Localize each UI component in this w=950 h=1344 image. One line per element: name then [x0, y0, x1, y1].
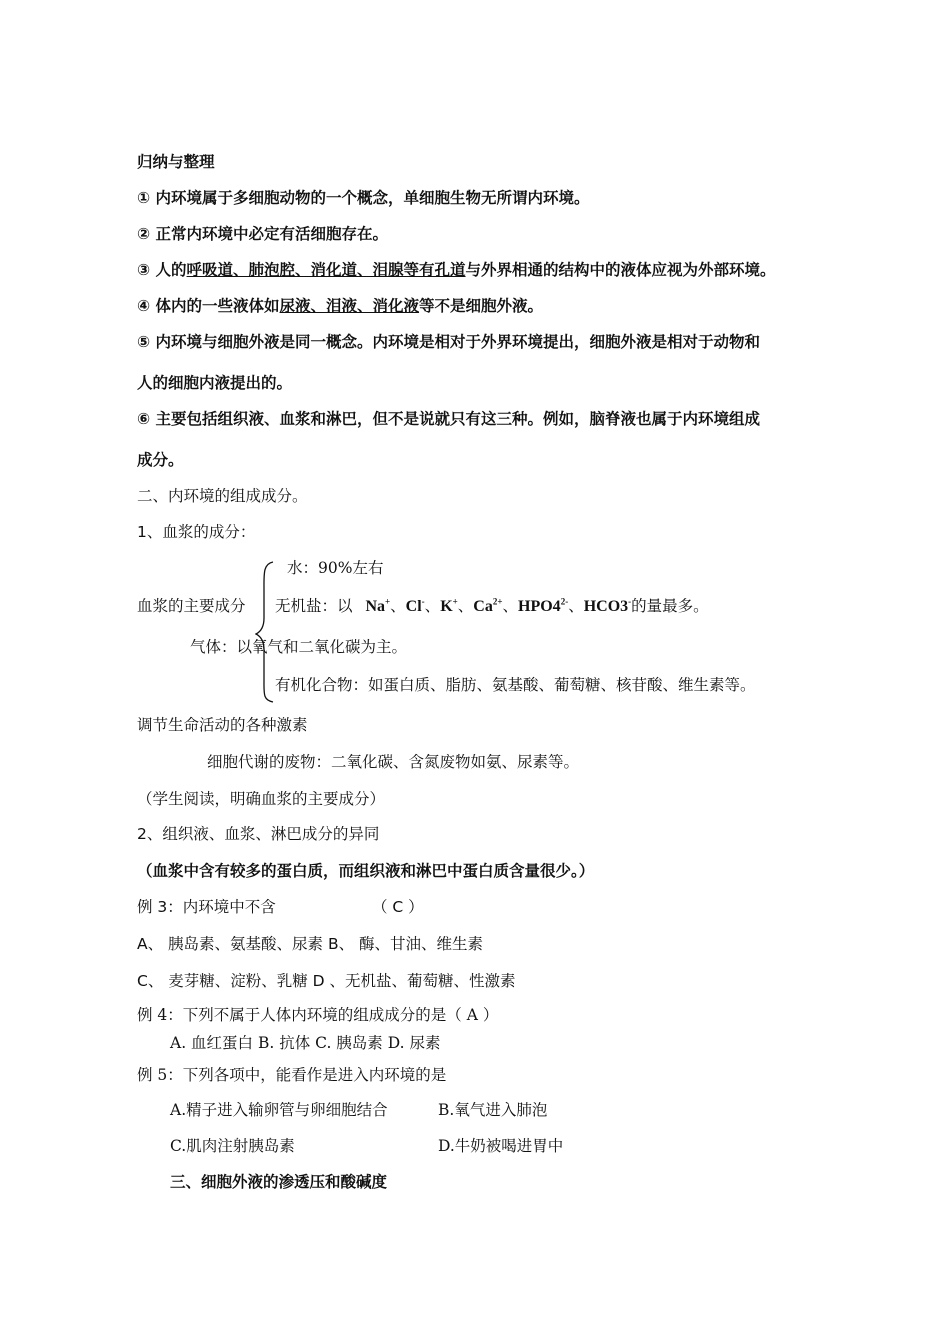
summary-point-5-line-1: ⑤ 内环境与细胞外液是同一概念。内环境是相对于外界环境提出，细胞外液是相对于动物和: [137, 333, 761, 351]
example-5-option-a: A.精子进入输卵管与卵细胞结合: [170, 1101, 388, 1119]
example-3-question: 例 3：内环境中不含: [137, 898, 276, 916]
plasma-gas: 气体：以氧气和二氧化碳为主。: [190, 638, 408, 656]
summary-point-3-underlined: 呼吸道、肺泡腔、消化道、泪腺等有孔道: [186, 261, 466, 279]
summary-point-4-underlined: 尿液、泪液、消化液: [279, 297, 420, 315]
summary-point-3: [137, 260, 776, 280]
summary-point-4: [137, 296, 543, 316]
example-5-option-c: C.肌肉注射胰岛素: [170, 1137, 295, 1155]
section-3-title: 三、细胞外液的渗透压和酸碱度: [170, 1173, 388, 1191]
ion-hco3: HCO3-: [583, 596, 632, 615]
example-3-options-cd: C、 麦芽糖、淀粉、乳糖 D 、无机盐、葡萄糖、性激素: [137, 972, 516, 990]
summary-point-6-line-2: 成分。: [137, 451, 184, 469]
plasma-water: 水：90%左右: [287, 559, 384, 577]
plasma-metabolic-waste: 细胞代谢的废物：二氧化碳、含氮废物如氨、尿素等。: [207, 753, 580, 771]
plasma-organic-compounds: 有机化合物：如蛋白质、脂肪、氨基酸、葡萄糖、核苷酸、维生素等。: [275, 676, 756, 694]
salt-suffix: 的量最多。: [631, 597, 709, 615]
summary-point-5-line-2: 人的细胞内液提出的。: [137, 374, 293, 392]
example-4-options: A. 血红蛋白 B. 抗体 C. 胰岛素 D. 尿素: [170, 1034, 441, 1052]
example-3-options-ab: A、 胰岛素、氨基酸、尿素 B、 酶、甘油、维生素: [137, 935, 484, 953]
ion-hpo4: $HPO4^{2-}$: [518, 596, 569, 615]
plasma-hormones: 调节生命活动的各种激素: [137, 716, 308, 734]
summary-point-1: ① 内环境属于多细胞动物的一个概念，单细胞生物无所谓内环境。: [137, 189, 590, 207]
example-5-question: 例 5：下列各项中，能看作是进入内环境的是: [137, 1066, 447, 1084]
example-3-answer: （ C ）: [372, 898, 424, 916]
example-4-question: 例 4：下列不属于人体内环境的组成成分的是（ A ）: [137, 1006, 499, 1024]
ion-k: K+: [440, 596, 458, 615]
protein-note: （血浆中含有较多的蛋白质，而组织液和淋巴中蛋白质含量很少。）: [137, 862, 595, 880]
summary-point-4-start: ④ 体内的一些液体如: [137, 297, 280, 315]
summary-point-3-start: ③ 人的: [137, 261, 187, 279]
section-2-title: 二、内环境的组成成分。: [137, 487, 308, 505]
plasma-inorganic-salts: 无机盐：以 Na+、Cl-、K+、$Ca^{2+}$、$HPO4^{2-}$、HCO3-的量最多。: [275, 596, 709, 615]
summary-point-2: ② 正常内环境中必定有活细胞存在。: [137, 225, 389, 243]
salt-prefix: 无机盐：以: [275, 597, 353, 615]
summary-point-6-line-1: ⑥ 主要包括组织液、血浆和淋巴，但不是说就只有这三种。例如，脑脊液也属于内环境组成: [137, 410, 761, 428]
student-reading-note: （学生阅读，明确血浆的主要成分）: [137, 790, 386, 808]
ion-cl: Cl-: [405, 596, 425, 615]
ion-na: Na+: [365, 596, 391, 615]
ion-ca: $Ca^{2+}$: [473, 596, 503, 615]
curly-brace-icon: [255, 560, 275, 704]
summary-heading: 归纳与整理: [137, 153, 215, 171]
plasma-main-label: 血浆的主要成分: [137, 597, 246, 615]
example-5-option-b: B.氧气进入肺泡: [438, 1101, 548, 1119]
summary-point-3-end: 与外界相通的结构中的液体应视为外部环境。: [465, 261, 776, 279]
plasma-components-heading: 1、血浆的成分：: [137, 523, 256, 541]
summary-point-4-end: 等不是细胞外液。: [419, 297, 544, 315]
example-5-option-d: D.牛奶被喝进胃中: [438, 1137, 564, 1155]
comparison-heading: 2、组织液、血浆、淋巴成分的异同: [137, 825, 380, 843]
